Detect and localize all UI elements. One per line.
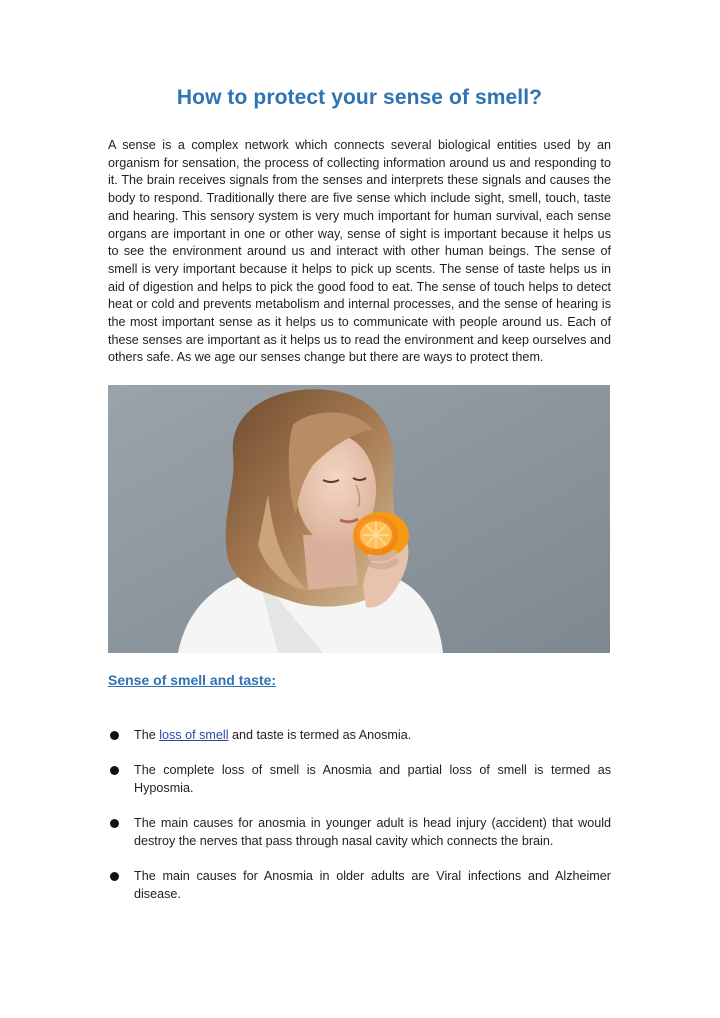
list-item [108,727,611,745]
photo-illustration [108,385,610,653]
bullet-icon [110,819,119,828]
bullet-icon [110,731,119,740]
bullet-icon [110,872,119,881]
bullet-text-after: and taste is termed as Anosmia. [228,728,412,742]
woman-smelling-orange-photo [108,385,610,653]
section-heading: Sense of smell and taste: [108,672,277,688]
list-item [108,815,611,850]
list-item [108,762,611,797]
bullet-text: The complete loss of smell is Anosmia and partial loss of smell is termed as Hyposmia. [134,763,611,795]
bullet-text: The main causes for Anosmia in older adults are Viral infections and Alzheimer disease. [134,869,611,901]
page-title: How to protect your sense of smell? [176,86,543,109]
loss-of-smell-link[interactable]: loss of smell [159,728,229,742]
list-item [108,868,611,903]
bullet-text: The main causes for anosmia in younger adult is head injury (accident) that would destroy the nerves that pass through nasal cavity which connects the brain. [134,816,611,848]
bullet-text-before: The [134,728,160,742]
intro-paragraph: A sense is a complex network which connects several biological entities used by an organism for sensation, the process of collecting information around us and responding to it. The brain receives signals from the senses and interprets these signals and causes the body to respond. Traditionally there are five sense which include sight, smell, touch, taste and hearing. This sensory system is very much important for human survival, each sense organs are important in one or other way, sense of sight is important because it helps us to see the environment around us and interact with other human beings. The sense of smell is very important because it helps to pick up scents. The sense of taste helps us in aid of digestion and helps to pick the good food to eat. The sense of touch helps to detect heat or cold and prevents metabolism and internal processes, and the sense of hearing is the most important sense as it helps us to communicate with people around us. Each of these senses are important as it helps us to read the environment and keep ourselves and others safe. As we age our senses change but there are ways to protect them. [108,138,611,365]
bullet-list [108,727,611,921]
bullet-icon [110,766,119,775]
